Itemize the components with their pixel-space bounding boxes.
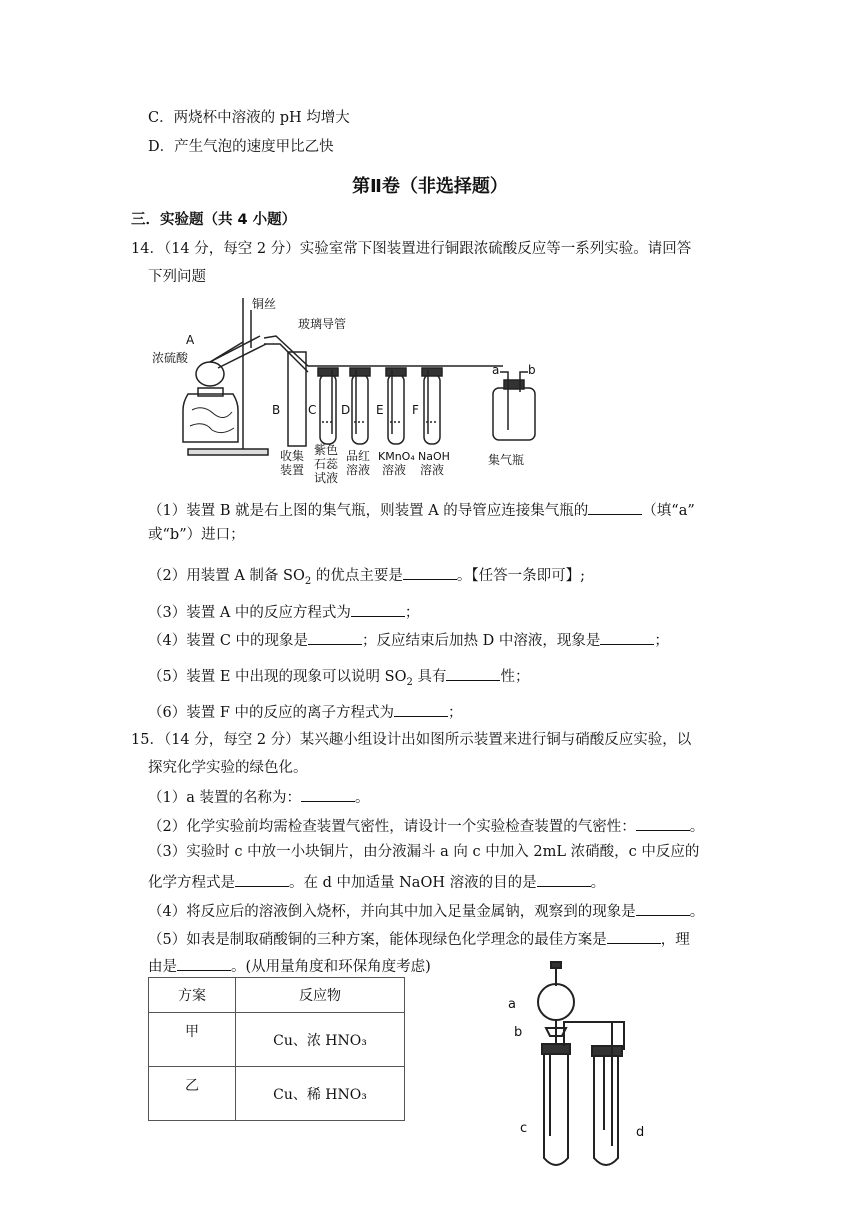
label-c: C <box>308 403 317 417</box>
q15-p4: （4）将反应后的溶液倒入烧杯，并向其中加入足量金属钠，观察到的现象是 。 <box>148 900 704 922</box>
answer-blank[interactable] <box>235 871 289 887</box>
label-litmus-3: 试液 <box>314 471 339 485</box>
label-e: E <box>376 403 384 417</box>
label-bottle-a: a <box>492 363 500 377</box>
label-litmus-1: 紫色 <box>314 443 339 457</box>
label-naoh-1: NaOH <box>418 450 450 463</box>
q14-p4: （4）装置 C 中的现象是 ；反应结束后加热 D 中溶液，现象是 ； <box>148 629 669 651</box>
label-a: A <box>186 333 195 347</box>
label-tube-c: c <box>520 1121 528 1136</box>
label-fuchsin-1: 品红 <box>346 449 371 463</box>
label-naoh-2: 溶液 <box>420 463 445 477</box>
table-header-row <box>149 978 405 1013</box>
table-row <box>149 1067 405 1121</box>
option-c: C．两烧杯中溶液的 pH 均增大 <box>148 110 350 126</box>
label-litmus-2: 石蕊 <box>314 457 339 471</box>
answer-blank[interactable] <box>446 665 500 681</box>
q14-p2: （2）用装置 A 制备 $SO_2$ 的优点主要是 。【任答一条即可】; <box>148 564 585 592</box>
q15-stem-line1: 15．（14 分，每空 2 分）某兴趣小组设计出如图所示装置来进行铜与硝酸反应实验，以 <box>131 732 692 748</box>
q15-p3-line2: 化学方程式是 。在 d 中加适量 NaOH 溶液的目的是 。 <box>148 871 605 893</box>
label-kmno4-1: KMnO₄ <box>378 450 415 463</box>
q14-stem-line2: 下列问题 <box>148 269 206 285</box>
q14-p1-line2: 或“b”）进口； <box>148 527 245 543</box>
label-f: F <box>412 403 419 417</box>
q15-p2: （2）化学实验前均需检查装置气密性，请设计一个实验检查装置的气密性： 。 <box>148 815 704 837</box>
label-b: B <box>272 403 281 417</box>
answer-blank[interactable] <box>177 955 231 971</box>
answer-blank[interactable] <box>351 601 405 617</box>
label-fuchsin-2: 溶液 <box>346 463 371 477</box>
label-gas-bottle: 集气瓶 <box>488 453 525 467</box>
label-funnel-a: a <box>508 997 516 1012</box>
answer-blank[interactable] <box>394 701 448 717</box>
table-row <box>149 1013 405 1067</box>
label-bottle-b: b <box>528 363 536 377</box>
q14-stem-line1: 14．（14 分，每空 2 分）实验室常下图装置进行铜跟浓硫酸反应等一系列实验。请回答 <box>131 241 692 257</box>
q15-p1: （1）a 装置的名称为： 。 <box>148 786 369 808</box>
answer-blank[interactable] <box>308 629 362 645</box>
label-glass-tube: 玻璃导管 <box>298 317 347 331</box>
table-cell-reactants: Cu、稀 HNO₃ <box>236 1067 405 1121</box>
part-heading: 三．实验题（共 4 小题） <box>131 212 297 228</box>
q14-p3: （3）装置 A 中的反应方程式为 ； <box>148 601 419 623</box>
label-collect-2: 装置 <box>280 463 305 477</box>
section-title: 第Ⅱ卷（非选择题） <box>352 176 508 197</box>
label-acid: 浓硫酸 <box>152 351 189 365</box>
answer-blank[interactable] <box>636 900 690 916</box>
table-header: 方案 <box>149 978 236 1013</box>
q15-p5-line1: （5）如表是制取硝酸铜的三种方案，能体现绿色化学理念的最佳方案是 ，理 <box>148 928 690 950</box>
answer-blank[interactable] <box>607 928 661 944</box>
answer-blank[interactable] <box>600 629 654 645</box>
table-cell-plan: 甲 <box>149 1013 236 1067</box>
answer-blank[interactable] <box>301 786 355 802</box>
answer-blank[interactable] <box>537 871 591 887</box>
q14-p5: （5）装置 E 中出现的现象可以说明 $SO_2$ 具有 性； <box>148 665 529 693</box>
plans-table <box>148 977 405 1121</box>
table-header: 反应物 <box>236 978 405 1013</box>
label-kmno4-2: 溶液 <box>382 463 407 477</box>
label-collect-1: 收集 <box>280 449 305 463</box>
label-stopcock-b: b <box>514 1025 523 1040</box>
q15-stem-line2: 探究化学实验的绿色化。 <box>148 760 308 776</box>
q14-apparatus-figure <box>148 292 558 492</box>
label-copper-wire: 铜丝 <box>252 297 277 311</box>
answer-blank[interactable] <box>403 564 457 580</box>
answer-blank[interactable] <box>636 815 690 831</box>
option-d: D．产生气泡的速度甲比乙快 <box>148 139 334 155</box>
q15-p3-line1: （3）实验时 c 中放一小块铜片，由分液漏斗 a 向 c 中加入 2mL 浓硝酸，c 中反应的 <box>148 844 700 860</box>
q14-p6: （6）装置 F 中的反应的离子方程式为 ； <box>148 701 463 723</box>
table-cell-plan: 乙 <box>149 1067 236 1121</box>
answer-blank[interactable] <box>588 499 642 515</box>
q14-p1-line1: （1）装置 B 就是右上图的集气瓶，则装置 A 的导管应连接集气瓶的 （填“a” <box>148 499 695 521</box>
label-d: D <box>341 403 351 417</box>
q15-apparatus-figure <box>500 960 660 1175</box>
q15-p5-line2: 由是 。(从用量角度和环保角度考虑) <box>148 955 431 977</box>
label-tube-d: d <box>636 1125 645 1140</box>
table-cell-reactants: Cu、浓 HNO₃ <box>236 1013 405 1067</box>
